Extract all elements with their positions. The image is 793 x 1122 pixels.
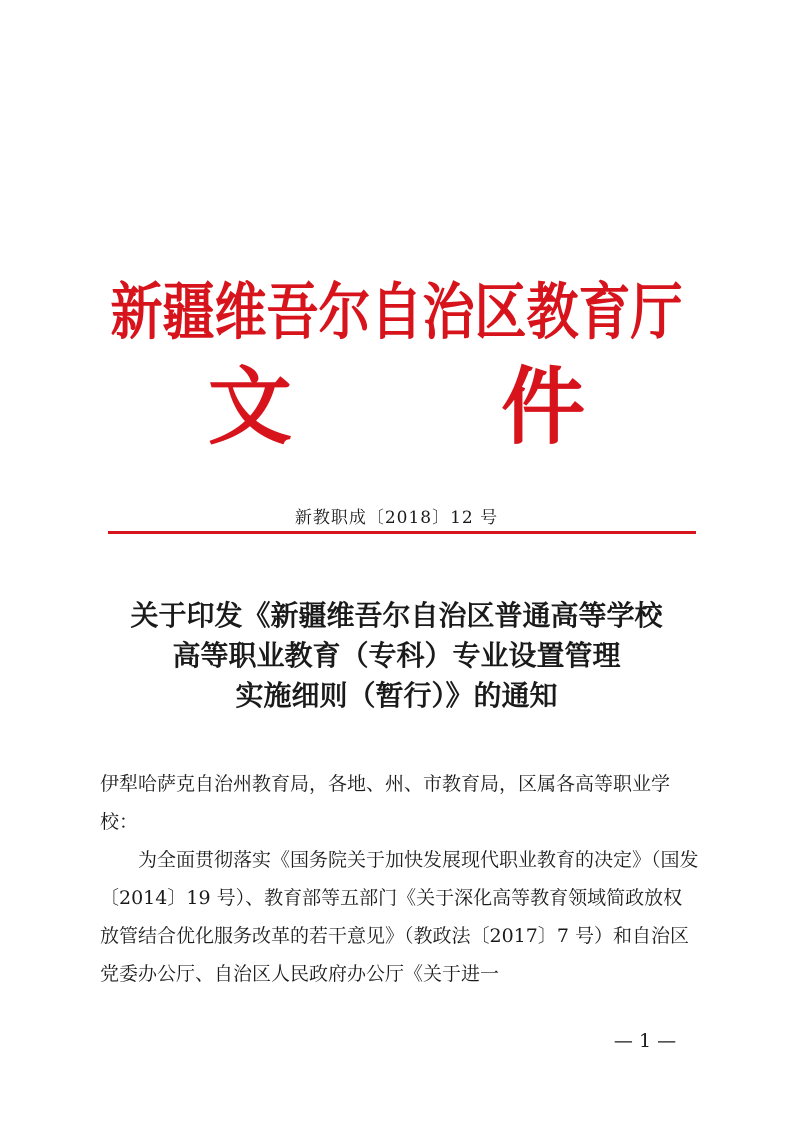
title-line-1: 关于印发《新疆维吾尔自治区普通高等学校 [130, 599, 663, 632]
document-number: 新教职成〔2018〕12 号 [294, 508, 499, 528]
body-paragraph: 为全面贯彻落实《国务院关于加快发展现代职业教育的决定》（国发〔2014〕19 号）、教育部等五部门《关于深化高等教育领域简政放权放管结合优化服务改革的若干意见》（教政法〔2017〕7 号）和自治区党委办公厅、自治区人民政府办公厅《关于进一 [100, 849, 699, 985]
salutation: 伊犁哈萨克自治州教育局，各地、州、市教育局，区属各高等职业学校： [100, 773, 671, 833]
document-title [0, 596, 793, 716]
document-word: 文 件 [207, 358, 676, 456]
red-separator-line [108, 531, 696, 534]
title-line-3: 实施细则（暂行）》的通知 [235, 679, 558, 712]
page-number: — 1 — [613, 1030, 677, 1052]
title-line-2: 高等职业教育（专科）专业设置管理 [172, 639, 621, 672]
issuer-name: 新疆维吾尔自治区教育厅 [110, 277, 683, 349]
document-body [100, 765, 700, 993]
